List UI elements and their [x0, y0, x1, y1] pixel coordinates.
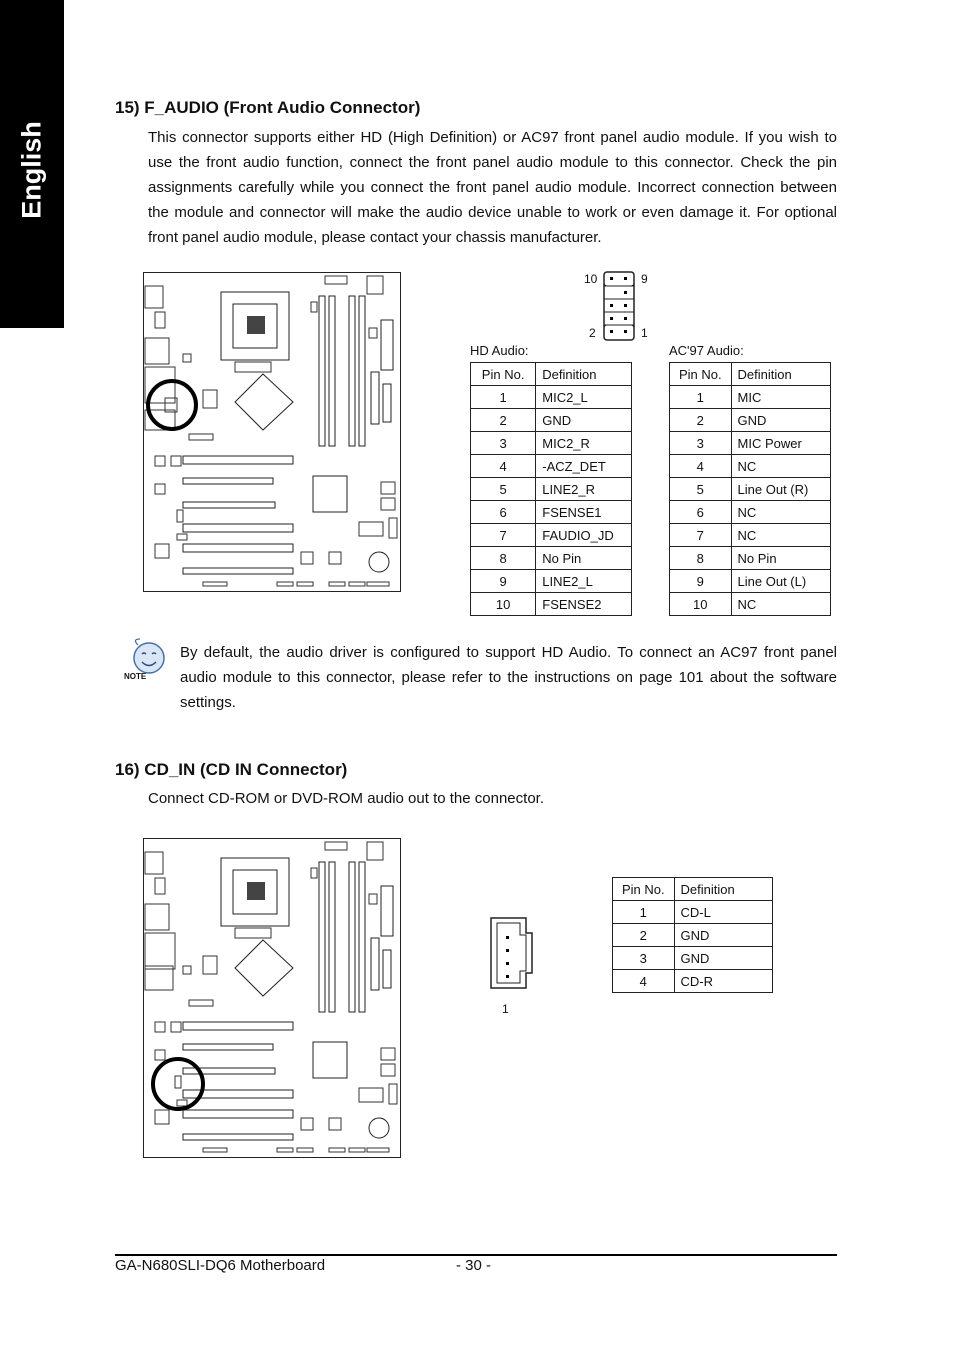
pin-number: 8 — [670, 547, 732, 570]
pin-number: 7 — [670, 524, 732, 547]
pin-number: 2 — [613, 924, 675, 947]
pin-definition: FSENSE2 — [536, 593, 632, 616]
pin-number: 2 — [471, 409, 536, 432]
table-row — [471, 478, 632, 501]
table-row — [670, 386, 831, 409]
pin-number: 7 — [471, 524, 536, 547]
pin-number: 6 — [471, 501, 536, 524]
table-row — [670, 501, 831, 524]
pin-number: 2 — [670, 409, 732, 432]
pin-definition: -ACZ_DET — [536, 455, 632, 478]
note-icon-label: NOTE — [124, 672, 147, 681]
ac97-audio-pin-table — [669, 362, 831, 616]
pin-number: 1 — [613, 901, 675, 924]
pin-number: 1 — [670, 386, 732, 409]
table-row — [670, 432, 831, 455]
pin-number: 5 — [670, 478, 732, 501]
definition-header: Definition — [674, 878, 772, 901]
cd-in-connector-icon — [488, 917, 534, 989]
pin-definition: NC — [731, 524, 830, 547]
motherboard-diagram-f-audio — [143, 272, 401, 592]
ac97-audio-label: AC'97 Audio: — [669, 343, 744, 358]
pin-definition: GND — [536, 409, 632, 432]
cd-in-heading: 16) CD_IN (CD IN Connector) — [115, 760, 348, 779]
pin-number: 4 — [471, 455, 536, 478]
table-row — [670, 409, 831, 432]
table-row — [471, 432, 632, 455]
pin-header: Pin No. — [471, 363, 536, 386]
language-tab — [0, 0, 64, 328]
table-row — [471, 501, 632, 524]
hd-audio-pin-table — [470, 362, 632, 616]
pin-number: 6 — [670, 501, 732, 524]
table-row — [471, 570, 632, 593]
pin-definition: NC — [731, 455, 830, 478]
pin-header: Pin No. — [613, 878, 675, 901]
pin-definition: No Pin — [536, 547, 632, 570]
pin-definition: GND — [731, 409, 830, 432]
hd-audio-label: HD Audio: — [470, 343, 529, 358]
footer-rule — [115, 1254, 837, 1256]
table-row — [471, 524, 632, 547]
table-row — [471, 593, 632, 616]
pin-number: 10 — [670, 593, 732, 616]
cd-in-pin-table — [612, 877, 773, 993]
pin-definition: No Pin — [731, 547, 830, 570]
pin-number: 4 — [613, 970, 675, 993]
definition-header: Definition — [731, 363, 830, 386]
note-text: By default, the audio driver is configured to support HD Audio. To connect an AC97 front panel audio module to this connector, please refer to the instructions on page 101 about the software settings. — [180, 644, 837, 711]
pin-label-9: 9 — [641, 272, 648, 286]
pin-number: 4 — [670, 455, 732, 478]
pin-number: 8 — [471, 547, 536, 570]
motherboard-diagram-cd-in — [143, 838, 401, 1158]
pin-definition: LINE2_L — [536, 570, 632, 593]
pin-definition: GND — [674, 924, 772, 947]
table-row — [670, 570, 831, 593]
pin-number: 9 — [670, 570, 732, 593]
table-row — [613, 901, 773, 924]
pin-label-10: 10 — [584, 272, 598, 286]
table-row — [613, 947, 773, 970]
pin-definition: MIC2_R — [536, 432, 632, 455]
f-audio-description: This connector supports either HD (High Definition) or AC97 front panel audio module. If you wish to use the front audio function, connect the front panel audio module to this connector. Check the pin assignments carefully while you connect the front panel audio module. Incorrect connection between the module and connector will make the audio device unable to work or even damage it. For optional front panel audio module, please contact your chassis manufacturer. — [148, 129, 837, 246]
pin-number: 9 — [471, 570, 536, 593]
pin-definition: CD-R — [674, 970, 772, 993]
pin-number: 1 — [471, 386, 536, 409]
pin-number: 3 — [471, 432, 536, 455]
table-header-row — [613, 878, 773, 901]
table-header-row — [670, 363, 831, 386]
pin-definition: FSENSE1 — [536, 501, 632, 524]
table-row — [471, 409, 632, 432]
footer-page-number: - 30 - — [456, 1257, 492, 1274]
cd-in-pin1-label: 1 — [502, 1002, 509, 1016]
cd-in-description: Connect CD-ROM or DVD-ROM audio out to the connector. — [148, 790, 544, 807]
pin-definition: CD-L — [674, 901, 772, 924]
pin-header: Pin No. — [670, 363, 732, 386]
pin-definition: MIC Power — [731, 432, 830, 455]
table-row — [613, 970, 773, 993]
table-row — [670, 547, 831, 570]
pin-definition: MIC2_L — [536, 386, 632, 409]
pin-number: 10 — [471, 593, 536, 616]
table-row — [670, 593, 831, 616]
pin-definition: Line Out (R) — [731, 478, 830, 501]
pin-definition: NC — [731, 501, 830, 524]
language-tab-label: English — [16, 121, 47, 219]
f-audio-heading: 15) F_AUDIO (Front Audio Connector) — [115, 98, 421, 117]
table-row — [471, 386, 632, 409]
table-header-row — [471, 363, 632, 386]
table-row — [613, 924, 773, 947]
pin-definition: FAUDIO_JD — [536, 524, 632, 547]
pin-label-2: 2 — [589, 326, 596, 340]
table-row — [471, 547, 632, 570]
pin-number: 3 — [613, 947, 675, 970]
table-row — [670, 524, 831, 547]
pin-definition: LINE2_R — [536, 478, 632, 501]
table-row — [471, 455, 632, 478]
definition-header: Definition — [536, 363, 632, 386]
pin-number: 5 — [471, 478, 536, 501]
pin-definition: GND — [674, 947, 772, 970]
f-audio-connector-icon — [603, 271, 635, 341]
table-row — [670, 455, 831, 478]
pin-number: 3 — [670, 432, 732, 455]
footer-model: GA-N680SLI-DQ6 Motherboard — [115, 1257, 326, 1274]
table-row — [670, 478, 831, 501]
pin-definition: NC — [731, 593, 830, 616]
pin-definition: MIC — [731, 386, 830, 409]
pin-label-1: 1 — [641, 326, 648, 340]
pin-definition: Line Out (L) — [731, 570, 830, 593]
